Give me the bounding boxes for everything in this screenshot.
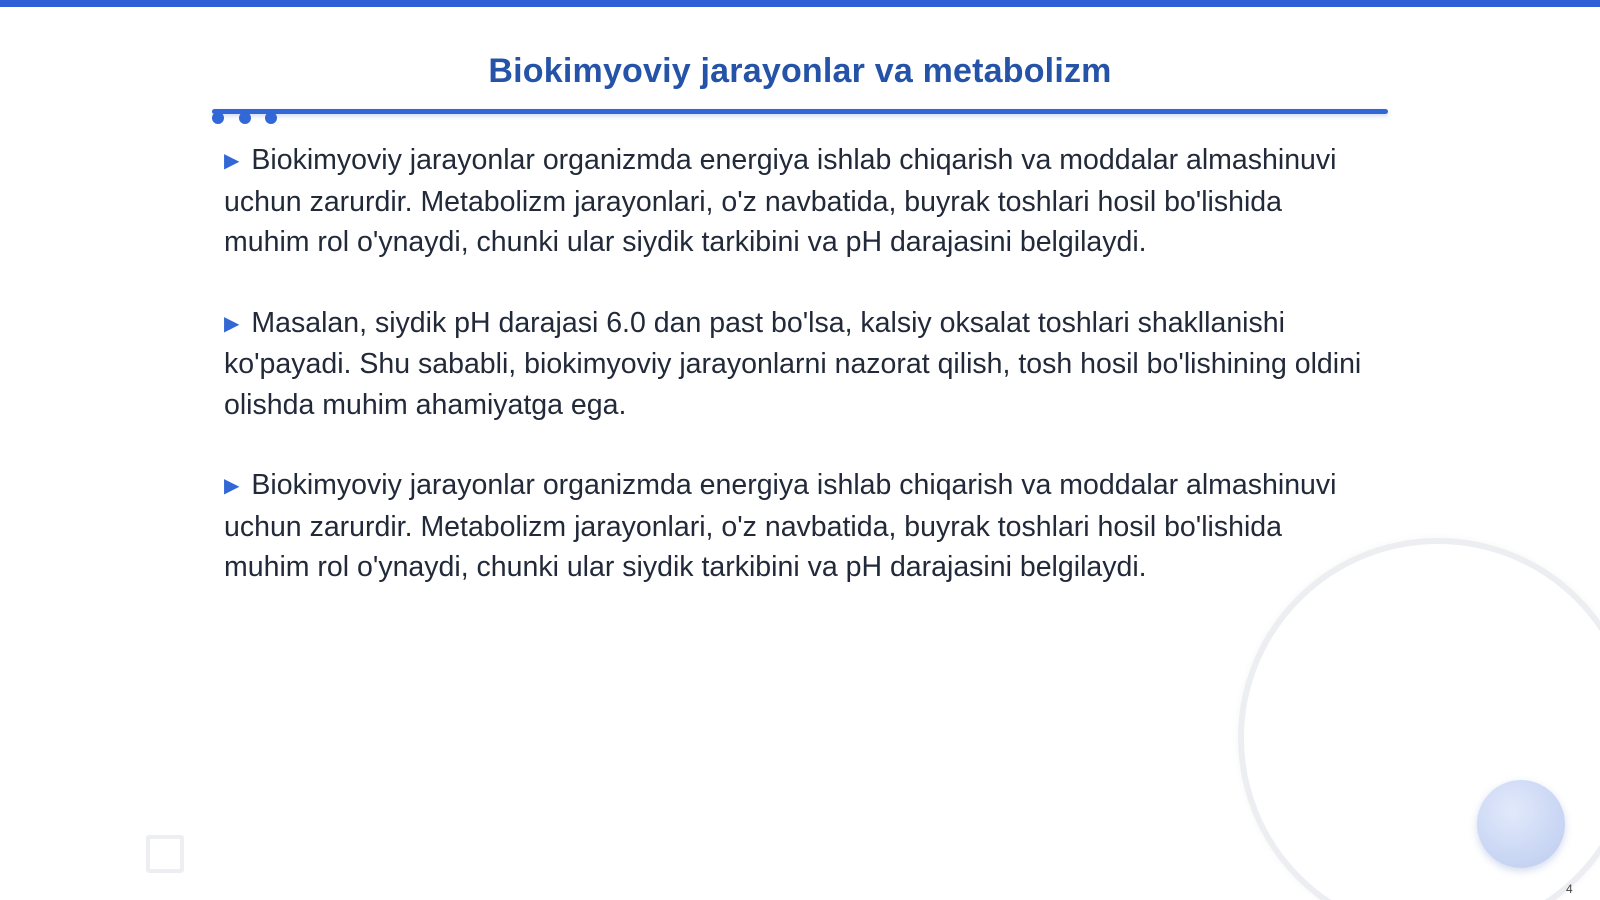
- top-accent-bar: [0, 0, 1600, 7]
- decorative-sphere: [1477, 780, 1565, 868]
- slide-body: [224, 140, 1374, 628]
- decorative-square: [146, 835, 184, 873]
- play-triangle-icon: ▶: [224, 475, 240, 497]
- slide-title: Biokimyoviy jarayonlar va metabolizm: [488, 52, 1112, 90]
- paragraph-text: Biokimyoviy jarayonlar organizmda energiya ishlab chiqarish va moddalar almashinuvi uchun zarurdir. Metabolizm jarayonlari, o'z navbatida, buyrak toshlari hosil bo'lishida muhim rol o'ynaydi, chunki ular siydik tarkibini va pH darajasini belgilaydi.: [224, 144, 1337, 258]
- bullet-paragraph: [224, 140, 1374, 263]
- play-triangle-icon: ▶: [224, 312, 240, 335]
- play-triangle-icon: ▶: [224, 150, 240, 172]
- bullet-paragraph: [224, 303, 1374, 426]
- paragraph-text: Biokimyoviy jarayonlar organizmda energiya ishlab chiqarish va moddalar almashinuvi uchun zarurdir. Metabolizm jarayonlari, o'z navbatida, buyrak toshlari hosil bo'lishida muhim rol o'ynaydi, chunki ular siydik tarkibini va pH darajasini belgilaydi.: [224, 469, 1337, 583]
- decorative-dot: [265, 112, 277, 124]
- title-underline: [212, 109, 1388, 114]
- paragraph-text: Masalan, siydik pH darajasi 6.0 dan past bo'lsa, kalsiy oksalat toshlari shakllanishi ko'payadi. Shu sababli, biokimyoviy jarayonlarni nazorat qilish, tosh hosil bo'lishining oldini olishda muhim ahamiyatga ega.: [224, 306, 1362, 421]
- page-number: 4: [1566, 882, 1573, 896]
- bullet-paragraph: [224, 465, 1374, 588]
- decorative-dot: [239, 112, 251, 124]
- decorative-dot: [212, 112, 224, 124]
